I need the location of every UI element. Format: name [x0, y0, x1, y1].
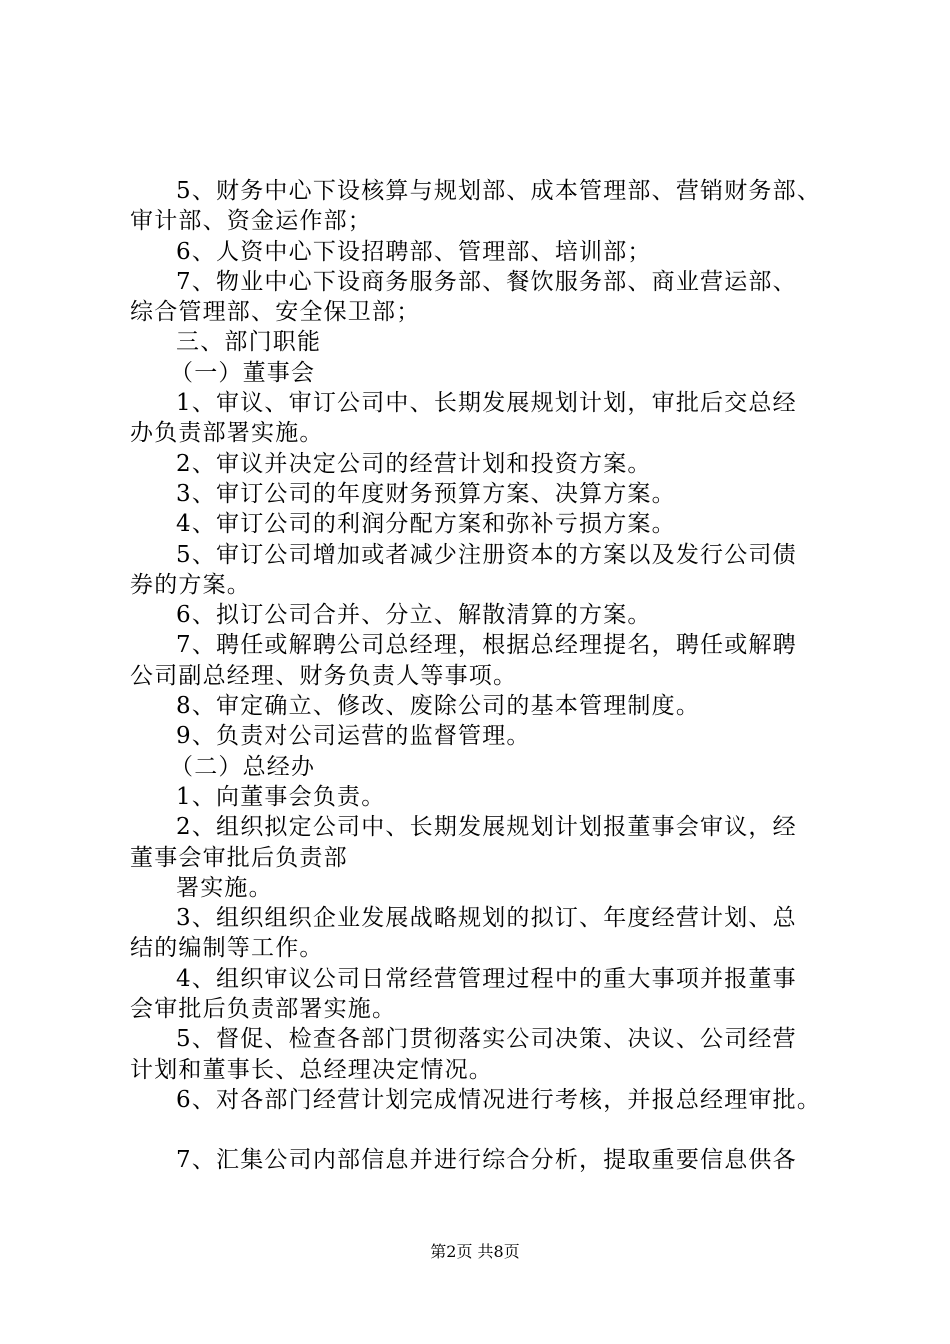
text-line: 5、财务中心下设核算与规划部、成本管理部、营销财务部、 [176, 178, 822, 204]
text-line: 7、物业中心下设商务服务部、餐饮服务部、商业营运部、 [176, 268, 797, 295]
text-line: 4、组织审议公司日常经营管理过程中的重大事项并报董事 [176, 965, 797, 992]
text-line: 综合管理部、安全保卫部； [130, 299, 421, 326]
text-line: 5、督促、检查各部门贯彻落实公司决策、决议、公司经营 [176, 1026, 797, 1053]
text-line: 会审批后负责部署实施。 [130, 996, 397, 1023]
text-line: 公司副总经理、财务负责人等事项。 [130, 662, 518, 689]
text-line: 6、对各部门经营计划完成情况进行考核，并报总经理审批。 [176, 1086, 822, 1113]
text-line: 1、审议、审订公司中、长期发展规划计划，审批后交总经 [176, 390, 797, 417]
text-line: 审计部、资金运作部； [130, 208, 372, 235]
text-line: 董事会审批后负责部 [130, 844, 348, 871]
text-line: 3、组织组织企业发展战略规划的拟订、年度经营计划、总 [176, 905, 797, 932]
text-line: 6、拟订公司合并、分立、解散清算的方案。 [176, 602, 652, 629]
text-line: 1、向董事会负责。 [176, 783, 386, 810]
text-line: 8、审定确立、修改、废除公司的基本管理制度。 [176, 693, 701, 720]
text-line: 计划和董事长、总经理决定情况。 [130, 1056, 493, 1083]
text-line: 2、组织拟定公司中、长期发展规划计划报董事会审议，经 [176, 814, 797, 841]
text-line: 券的方案。 [130, 571, 251, 598]
subsection-heading: （一）董事会 [170, 359, 316, 386]
paragraph-gap [130, 1115, 850, 1145]
document-body [130, 176, 850, 1176]
text-line: 9、负责对公司运营的监督管理。 [176, 723, 531, 750]
text-line: 结的编制等工作。 [130, 935, 324, 962]
text-line: 3、审订公司的年度财务预算方案、决算方案。 [176, 480, 676, 507]
subsection-heading: （二）总经办 [170, 753, 316, 780]
section-heading: 三、部门职能 [176, 329, 322, 356]
text-line: 办负责部署实施。 [130, 420, 324, 447]
text-line: 4、审订公司的利润分配方案和弥补亏损方案。 [176, 511, 676, 538]
text-line: 5、审订公司增加或者减少注册资本的方案以及发行公司债 [176, 541, 797, 568]
text-line: 2、审议并决定公司的经营计划和投资方案。 [176, 450, 652, 477]
text-line: 6、人资中心下设招聘部、管理部、培训部； [176, 238, 652, 265]
text-line: 7、聘任或解聘公司总经理，根据总经理提名，聘任或解聘 [176, 632, 797, 659]
page-footer: 第2页 共8页 [430, 1242, 520, 1261]
text-line: 署实施。 [176, 874, 273, 901]
text-line: 7、汇集公司内部信息并进行综合分析，提取重要信息供各 [176, 1147, 797, 1174]
